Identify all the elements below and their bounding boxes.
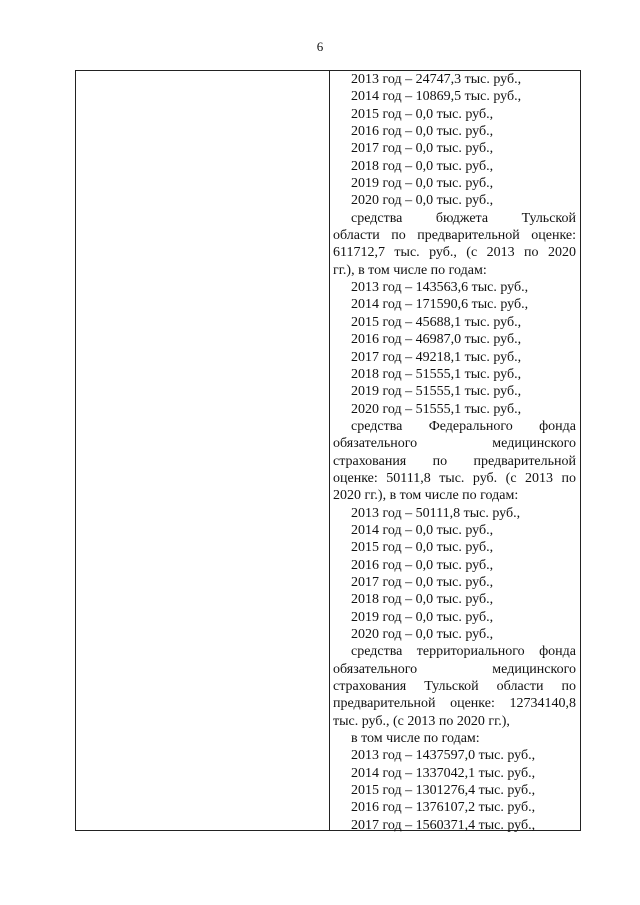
- text-line: области по предварительной оценке:: [333, 228, 576, 244]
- text-line: 611712,7 тыс. руб., (с 2013 по 2020: [333, 245, 576, 261]
- text-line: тыс. руб., (с 2013 по 2020 гг.),: [333, 713, 510, 729]
- text-line: 2017 год – 49218,1 тыс. руб.,: [351, 349, 522, 365]
- text-line: 2016 год – 0,0 тыс. руб.,: [351, 557, 494, 573]
- text-line: 2013 год – 143563,6 тыс. руб.,: [351, 280, 529, 296]
- text-line: оценке: 50111,8 тыс. руб. (с 2013 по: [333, 470, 576, 486]
- text-line: 2016 год – 46987,0 тыс. руб.,: [351, 332, 522, 348]
- text-line: 2014 год – 1337042,1 тыс. руб.,: [351, 765, 536, 781]
- text-line: средства бюджета Тульской: [351, 210, 576, 226]
- page-number: 6: [316, 39, 324, 54]
- text-line: 2020 год – 0,0 тыс. руб.,: [351, 627, 494, 642]
- text-line: 2013 год – 50111,8 тыс. руб.,: [351, 505, 521, 521]
- text-line: 2013 год – 1437597,0 тыс. руб.,: [351, 748, 536, 764]
- text-line: 2013 год – 24747,3 тыс. руб.,: [351, 72, 522, 87]
- text-line: 2018 год – 51555,1 тыс. руб.,: [351, 366, 522, 382]
- text-line: 2014 год – 10869,5 тыс. руб.,: [351, 89, 522, 105]
- text-line: 2017 год – 0,0 тыс. руб.,: [351, 574, 494, 590]
- text-line: гг.), в том числе по годам:: [333, 262, 487, 278]
- text-line: 2020 год – 51555,1 тыс. руб.,: [351, 401, 522, 417]
- text-line: 2020 год – 0,0 тыс. руб.,: [351, 193, 494, 209]
- text-line: 2015 год – 0,0 тыс. руб.,: [351, 540, 494, 556]
- text-line: 2020 гг.), в том числе по годам:: [333, 488, 519, 504]
- text-line: 2017 год – 1560371,4 тыс. руб.,: [351, 817, 536, 833]
- text-line: 2015 год – 1301276,4 тыс. руб.,: [351, 783, 536, 799]
- text-line: 2016 год – 0,0 тыс. руб.,: [351, 124, 494, 140]
- text-line: 2019 год – 51555,1 тыс. руб.,: [351, 384, 522, 400]
- text-line: обязательного медицинского: [333, 661, 576, 677]
- text-line: страхования Тульской области по: [333, 679, 576, 695]
- text-line: 2014 год – 0,0 тыс. руб.,: [351, 522, 494, 538]
- text-line: 2019 год – 0,0 тыс. руб.,: [351, 609, 494, 625]
- table-right-cell: [330, 71, 580, 834]
- text-line: в том числе по годам:: [351, 731, 480, 747]
- text-line: средства Федерального фонда: [351, 418, 576, 434]
- text-line: 2014 год – 171590,6 тыс. руб.,: [351, 297, 529, 313]
- text-line: 2016 год – 1376107,2 тыс. руб.,: [351, 800, 536, 816]
- text-line: 2017 год – 0,0 тыс. руб.,: [351, 141, 494, 157]
- funding-table: [75, 70, 581, 831]
- text-line: 2015 год – 0,0 тыс. руб.,: [351, 106, 494, 122]
- text-line: 2018 год – 0,0 тыс. руб.,: [351, 158, 494, 174]
- text-line: страхования по предварительной: [333, 453, 576, 469]
- text-line: 2019 год – 0,0 тыс. руб.,: [351, 176, 494, 192]
- text-line: средства территориального фонда: [351, 644, 576, 660]
- text-line: 2015 год – 45688,1 тыс. руб.,: [351, 314, 522, 330]
- text-line: обязательного медицинского: [333, 436, 576, 452]
- text-line: предварительной оценке: 12734140,8: [333, 696, 576, 712]
- text-line: 2018 год – 0,0 тыс. руб.,: [351, 592, 494, 608]
